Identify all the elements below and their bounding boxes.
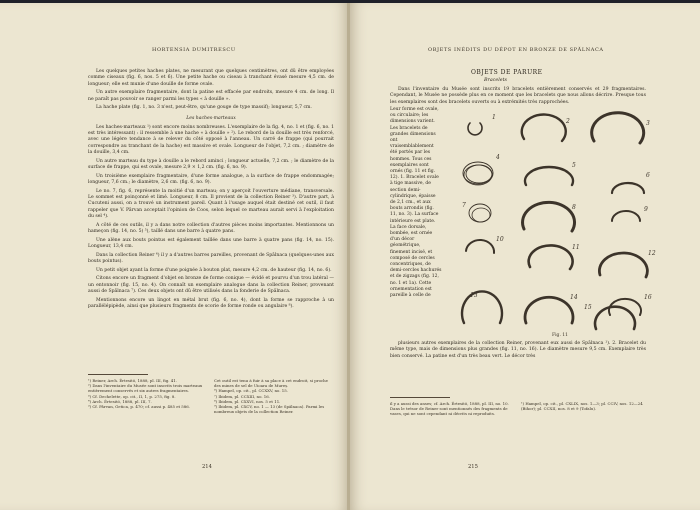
bracelet-14 [525, 297, 573, 323]
footnote-column [521, 401, 646, 417]
right-running-head: OBJETS INÉDITS DU DÉPOT EN BRONZE DE SPĂLNACA [428, 47, 604, 53]
paragraph: Un troisième exemplaire fragmentaire, d'une forme analogue, a la surface de frappe endommagée; longueur, 7,6 cm.; le diamètre, 2,6 cm. (fig. 6, no. 9). [88, 173, 334, 186]
left-page [0, 3, 348, 510]
fig-number: 2 [566, 118, 570, 125]
footnote: ⁶) Hampel, op. cit., pl. CCXXV, no. 15. [214, 388, 288, 394]
footnote: ¹) Reiner, Arch. Értesitö, 1888, pl. III, fig. 41. [88, 378, 177, 383]
section-subtitle: Bracelets [484, 78, 507, 83]
fig-number: 9 [644, 206, 648, 213]
fig-number: 7 [462, 202, 466, 209]
footnote-column [88, 378, 208, 414]
footnote: ⁴) Arch. Értesitö, 1888, pl. III, 7. [88, 398, 152, 404]
bracelet-6 [612, 183, 644, 193]
fig-number: 12 [648, 250, 656, 257]
right-footnotes [390, 401, 646, 417]
paragraph: Mentionnons encore un lingot en métal brut (fig. 6, no. 4), dont la forme se rapproche à un parallélépipède, ainsi que plusieurs fragments de scorie de forme ronde ou angulaire ⁸). [88, 297, 334, 309]
paragraph: La hache plate (fig. 1, no. 3 n'est, peut-être, qu'une gouge de type massif); longueur, 5,7 cm. [96, 105, 312, 111]
bracelet-1 [468, 123, 482, 135]
fig-number: 10 [496, 236, 504, 243]
footnote: ¹) Hampel, op. cit., pl. CXLIX, nos. 1—3; pl. CCIV, nos. 12—24 (Bihor); pl. CCXII, nos. 8 et 9 (Tofalu). [521, 401, 643, 412]
bracelet-2 [522, 115, 566, 141]
fig-number: 13 [470, 292, 478, 299]
paragraph: Un petit objet ayant la forme d'une poignée à bouton plat, mesure 4,2 cm. de hauteur (fig. 14, no. 6). [96, 267, 332, 273]
intro-paragraph [390, 87, 646, 108]
figure-caption: Fig. 11 [552, 333, 569, 338]
paragraph: Une alène aux bouts pointus est également taillée dans une barre à quatre pans (fig. 14, no. 15). Longueur, 13,4 cm. [88, 237, 334, 249]
bracelet-10 [466, 240, 494, 253]
footnote: ⁵) Cf. Pârvan, Getica, p. 470; cf. aussi p. 485 et 586. [88, 404, 190, 410]
right-page-number: 215 [468, 464, 478, 470]
footnote: ³) Cf. Dechelette, op. cit., II, 1, p. 275, fig. 8. [88, 393, 176, 399]
footnote: Cet outil est tenu à fuir à sa place à cet endroit, si proche des mines de sel de Uioara de Mureș. [214, 378, 328, 389]
footnote-column [390, 401, 515, 417]
footnote-rule [390, 397, 450, 398]
bracelet-8 [523, 202, 575, 231]
left-page-number: 214 [202, 464, 212, 470]
right-page [350, 3, 700, 510]
bracelets-illustration [460, 109, 656, 341]
paragraph: plusieurs autres exemplaires de la collection Reiner, provenant eux aussi de Spălnaca ¹). 2. Bracelet du même type, mais de dimensions plus grandes (fig. 11, no. 16). Le diamètre mesure 9,5 cm. Exemplaire très bien conservé. La patine est d'un très beau vert. Le décor très [390, 341, 646, 359]
left-footnotes [88, 378, 334, 414]
fig-number: 14 [570, 294, 578, 301]
lower-text [390, 341, 646, 362]
narrow-column-text: Leur forme est ovale, ou circulaire; les dimensions varient. Les bracelets de grandes dimensions ont vraisemblablement été portés par les hommes. Tous ces exemplaires sont ornés (fig. 11 et fig. 12). 1. Bracelet ovale à tige massive, de section demi-cylindrique, épaisse de 2,1 cm., et aux bouts arrondis (fig. 11, no. 3). La surface intérieure est plate. La face dorsale, bombée, est ornée d'un décor géométrique, finement incisé, et composé de cercles concentriques, de demi-cercles hachurés et de zigzags (fig. 12, no. 1 et 1a). Cette ornementation est pareille à celle de [390, 107, 442, 299]
paragraph: Un autre marteau du type à douille a le rebord aminci ; longueur actuelle, 7,2 cm. ; le diamètre de la surface de frappe, qui est ovale, mesure 2,9 × 1,2 cm. (fig. 6, no. 9). [88, 158, 334, 171]
bracelet-12 [599, 253, 647, 277]
footnote: ⁷) Ibidem, pl. CCXIII, no. 16. [214, 393, 270, 399]
bracelet-plate [460, 109, 656, 341]
fig-number: 8 [572, 204, 576, 211]
paragraph: Dans la collection Reiner ⁶) il y a d'autres barres pareilles, provenant de Spălnaca (quelques-unes aux bouts pointus). [88, 252, 334, 264]
paragraph: Citons encore un fragment d'objet en bronze de forme conique — évidé et pourvu d'un trou latéral — un entonnoir (fig. 15, no. 4). On connaît un exemplaire analogue dans la collection Reiner, provenant aussi de Spălnaca ⁷). Ces deux objets ont dû être utilisés dans la fonderie de Spălnaca. [88, 276, 334, 294]
bracelet-5 [525, 167, 573, 185]
bracelet-3 [592, 113, 644, 143]
footnote: ⁸) Ibidem, pl. CXXVI, nos. 5 et 11. [214, 398, 281, 404]
section-title: OBJETS DE PARURE [471, 69, 543, 76]
fig-number: 6 [646, 172, 650, 179]
footnote: il y a aussi des anses; cf. Arch. Értesitö, 1888, pl. III, no. 10. Dans le trésor de Reiner sont mentionnés des fragments de vases, qui ne sont cependant ni décrits ni reproduits. [390, 401, 509, 417]
footnote-column [214, 378, 334, 414]
bracelet-13 [462, 291, 502, 323]
bracelet-7 [469, 204, 491, 222]
fig-number: 5 [572, 162, 576, 169]
subheading: Les haches-marteaux [186, 115, 236, 121]
paragraph: Le no. 7, fig. 6, représente la moitié d'un marteau; on y aperçoit l'ouverture médiane, transversale. Le sommet est poinçonné et limé. Longueur, 8 cm. Il provient de la collection Reiner ³). D'autre part, à Cucuteni aussi, on a trouvé un instrument pareil. Quant à l'usage auquel était destiné cet outil, il faut rappeler que V. Pârvan acceptait l'opinion de Coos, selon lequel ce marteau aurait servi à l'exploitation du sel ⁴). [88, 188, 334, 219]
book-spread [0, 3, 700, 510]
left-running-head: HORTENSIA DUMITRESCU [152, 47, 236, 53]
bracelet-11 [529, 245, 573, 269]
paragraph: Les quelques petites haches plates, ne mesurant que quelques centimètres, ont dû être employées comme ciseaux (fig. 6, nos. 5 et 6). Une petite hache ou ciseau à tranchant évasé mesure 4,5 cm. de longueur; elle est munie d'une douille de forme ovale. [88, 69, 334, 87]
bracelet-4 [463, 162, 493, 185]
footnote: ⁹) Ibidem, pl. CXCV, no. 1 — 13 (de Spălnaca). Parmi les nombreux objets de la collection Reiner. [214, 404, 325, 415]
fig-number: 16 [644, 294, 652, 301]
footnote-rule [88, 374, 148, 375]
paragraph: Dans l'inventaire du Musée sont inscrits 19 bracelets entièrement conservés et 29 fragmentaires. Cependant, le Musée ne possède plus en ce moment que les bracelets que nous allons décrire. Presque tous les exemplaires sont des bracelets ouverts ou à extrémités très rapprochées. [390, 87, 646, 105]
fig-number: 1 [492, 114, 496, 121]
paragraph: Les haches-marteaux ¹) sont encore moins nombreuses. L'exemplaire de la fig. 4, no. 1 et (fig. 6, no. 1 est très intéressant) : il ressemble à une hache « à douille » ²). Le rebord de la douille est très renforcé, avec une légère tendance à se relever du côté opposé à l'anneau. Un carré de frappe (qui pourrait correspondre au tranchant de la hache) est massive et ovale. Longueur de l'objet, 7,2 cm. ; diamètre de la douille, 3,4 cm. [88, 124, 334, 156]
fig-number: 15 [584, 304, 592, 311]
fig-number: 3 [646, 120, 650, 127]
bracelet-9 [612, 211, 640, 221]
paragraph: Un autre exemplaire fragmentaire, dont la patine est effacée par endroits, mesure 4 cm. de long. Il ne paraît pas pouvoir se ranger parmi les types « à douille ». [88, 90, 334, 102]
left-body-text [88, 69, 334, 312]
fig-number: 11 [572, 244, 580, 251]
bracelet-15 [595, 307, 635, 329]
paragraph: A côté de ces outils, il y a dans notre collection d'autres pièces moins importantes. Mentionnons un hameçon (fig. 14, no. 5) ⁵), taillé dans une barre à quatre pans. [88, 222, 334, 234]
footnote: ²) Dans l'inventaire du Musée sont inscrits trois marteaux entièrement conservés et six autres fragmentaires. [88, 383, 203, 394]
fig-number: 4 [496, 154, 500, 161]
